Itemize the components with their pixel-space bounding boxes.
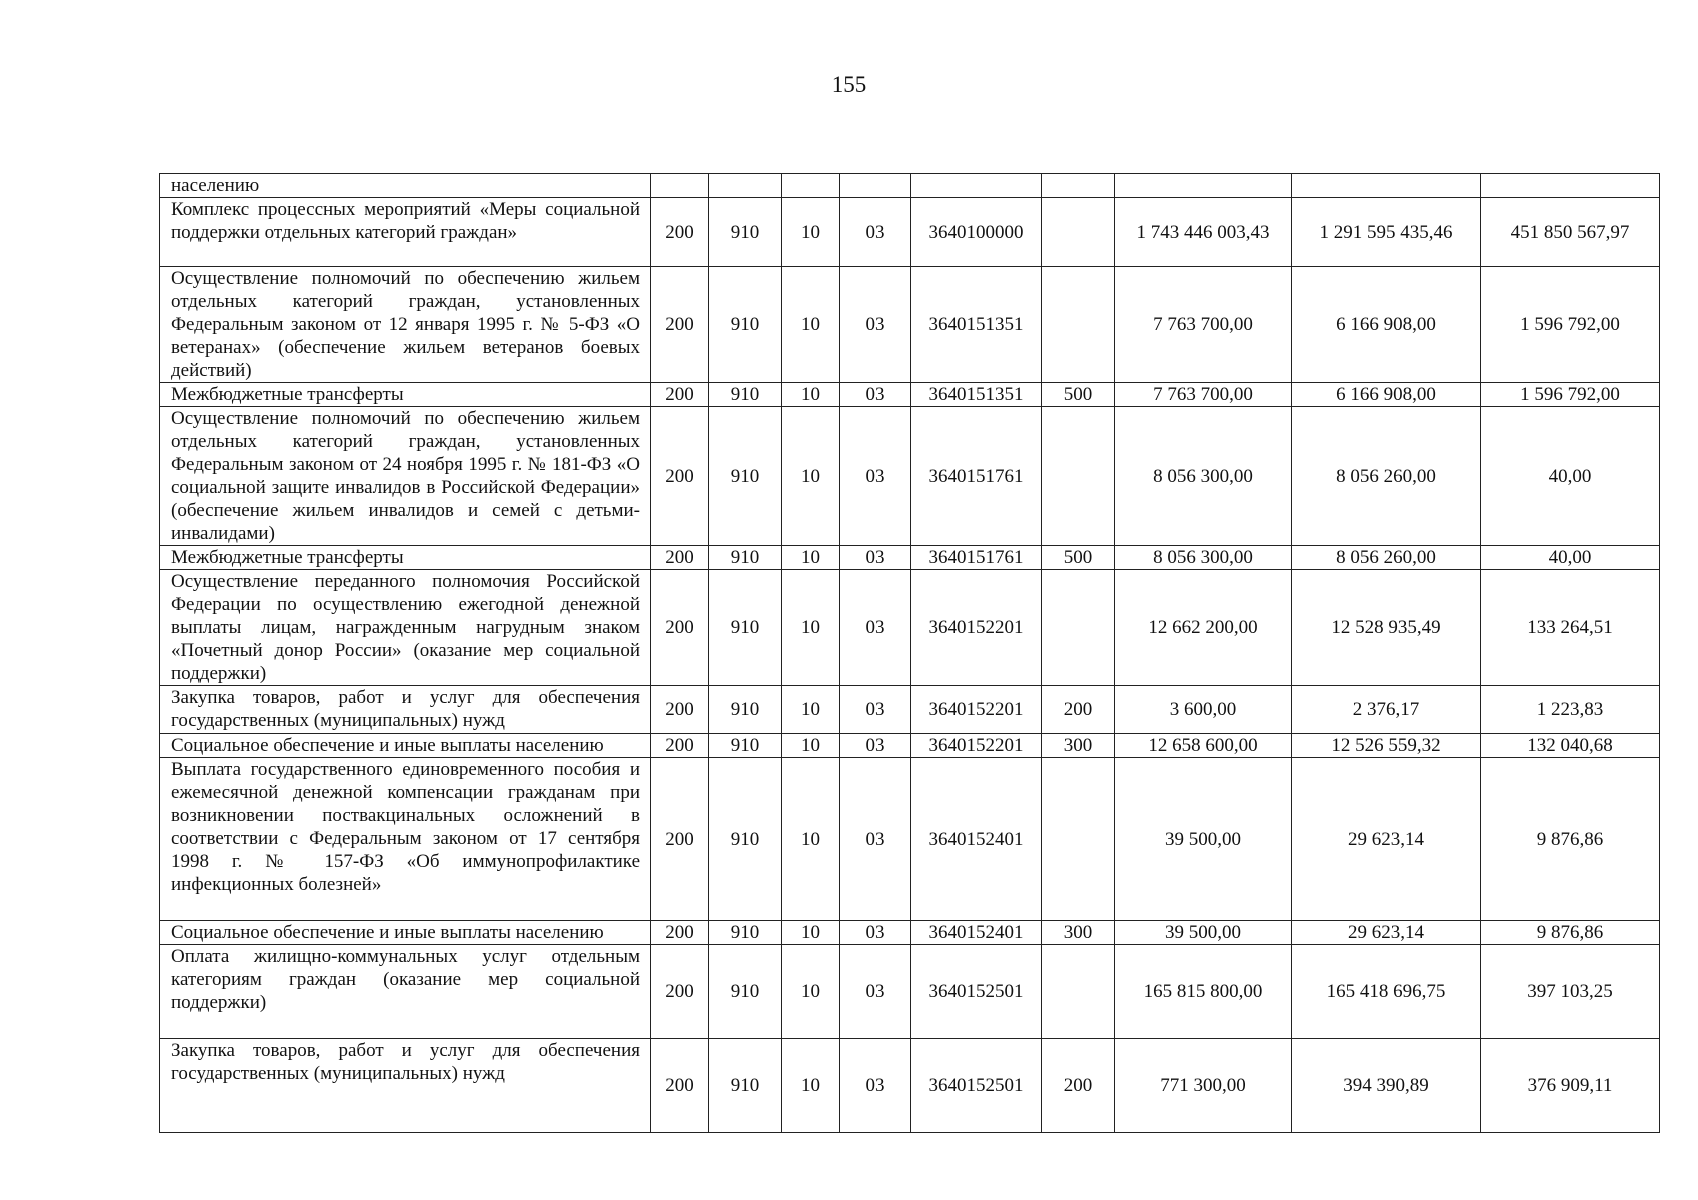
cell-code-5: 3640152501 [911, 945, 1042, 1039]
cell-value-2: 8 056 260,00 [1292, 546, 1481, 570]
row-name: Комплекс процессных мероприятий «Меры социальной поддержки отдельных категорий граждан» [160, 198, 651, 267]
cell-code-5: 3640151351 [911, 267, 1042, 383]
cell-value-3: 1 223,83 [1481, 686, 1660, 734]
cell-value-2: 2 376,17 [1292, 686, 1481, 734]
cell-code-1: 200 [651, 570, 709, 686]
cell-code-1: 200 [651, 945, 709, 1039]
cell-code-1: 200 [651, 734, 709, 758]
table-row [160, 570, 1660, 686]
cell-code-5: 3640151761 [911, 407, 1042, 546]
cell-value-2: 6 166 908,00 [1292, 383, 1481, 407]
table-row [160, 383, 1660, 407]
cell-value-3: 40,00 [1481, 546, 1660, 570]
cell-value-3: 40,00 [1481, 407, 1660, 546]
cell-code-2: 910 [709, 198, 782, 267]
cell-code-6: 300 [1042, 921, 1115, 945]
cell-code-3: 10 [782, 198, 840, 267]
page-number: 155 [831, 72, 867, 97]
table-row [160, 686, 1660, 734]
row-name: Оплата жилищно-коммунальных услуг отдельным категориям граждан (оказание мер социальной поддержки) [160, 945, 651, 1039]
row-name: Закупка товаров, работ и услуг для обеспечения государственных (муниципальных) нужд [160, 1039, 651, 1133]
cell-code-6 [1042, 174, 1115, 198]
cell-code-1: 200 [651, 686, 709, 734]
cell-code-3 [782, 174, 840, 198]
row-name: Межбюджетные трансферты [160, 383, 651, 407]
table-row [160, 267, 1660, 383]
cell-code-5: 3640100000 [911, 198, 1042, 267]
cell-code-2 [709, 174, 782, 198]
cell-code-2: 910 [709, 570, 782, 686]
cell-code-2: 910 [709, 945, 782, 1039]
cell-value-1: 8 056 300,00 [1115, 546, 1292, 570]
cell-value-2 [1292, 174, 1481, 198]
cell-value-3: 376 909,11 [1481, 1039, 1660, 1133]
cell-code-2: 910 [709, 686, 782, 734]
cell-code-6 [1042, 570, 1115, 686]
cell-code-4: 03 [840, 945, 911, 1039]
cell-code-2: 910 [709, 267, 782, 383]
cell-value-1: 12 658 600,00 [1115, 734, 1292, 758]
cell-code-4: 03 [840, 570, 911, 686]
cell-code-4: 03 [840, 758, 911, 921]
cell-value-3 [1481, 174, 1660, 198]
cell-code-4: 03 [840, 198, 911, 267]
cell-code-2: 910 [709, 546, 782, 570]
cell-code-4: 03 [840, 734, 911, 758]
cell-code-2: 910 [709, 921, 782, 945]
row-name: Выплата государственного единовременного пособия и ежемесячной денежной компенсации гражданам при возникновении поствакцинальных осложнений в соответствии с Федеральным законом от 17 сентября 1998 г. № 157-ФЗ «Об иммунопрофилактике инфекционных болезней» [160, 758, 651, 921]
cell-code-3: 10 [782, 1039, 840, 1133]
row-name: Закупка товаров, работ и услуг для обеспечения государственных (муниципальных) нужд [160, 686, 651, 734]
cell-value-2: 6 166 908,00 [1292, 267, 1481, 383]
row-name: Осуществление полномочий по обеспечению жильем отдельных категорий граждан, установленных Федеральным законом от 12 января 1995 г. № 5-ФЗ «О ветеранах» (обеспечение жильем ветеранов боевых действий) [160, 267, 651, 383]
cell-code-2: 910 [709, 1039, 782, 1133]
cell-value-1: 12 662 200,00 [1115, 570, 1292, 686]
cell-code-5 [911, 174, 1042, 198]
cell-value-1: 7 763 700,00 [1115, 267, 1292, 383]
cell-code-6: 300 [1042, 734, 1115, 758]
table-row [160, 1039, 1660, 1133]
cell-code-5: 3640152201 [911, 686, 1042, 734]
cell-code-5: 3640151351 [911, 383, 1042, 407]
cell-value-3: 9 876,86 [1481, 758, 1660, 921]
row-name: Осуществление полномочий по обеспечению жильем отдельных категорий граждан, установленных Федеральным законом от 24 ноября 1995 г. № 181-ФЗ «О социальной защите инвалидов в Российской Федерации» (обеспечение жильем инвалидов и семей с детьми-инвалидами) [160, 407, 651, 546]
cell-value-1: 3 600,00 [1115, 686, 1292, 734]
cell-code-6: 200 [1042, 686, 1115, 734]
row-name: Межбюджетные трансферты [160, 546, 651, 570]
cell-code-6: 500 [1042, 383, 1115, 407]
table-row [160, 546, 1660, 570]
cell-value-2: 12 528 935,49 [1292, 570, 1481, 686]
cell-code-6: 200 [1042, 1039, 1115, 1133]
cell-code-1: 200 [651, 546, 709, 570]
cell-code-3: 10 [782, 570, 840, 686]
cell-code-6 [1042, 945, 1115, 1039]
cell-code-1: 200 [651, 758, 709, 921]
table-row [160, 734, 1660, 758]
table-row [160, 407, 1660, 546]
cell-code-4: 03 [840, 921, 911, 945]
cell-code-4: 03 [840, 267, 911, 383]
cell-code-5: 3640152201 [911, 734, 1042, 758]
cell-code-3: 10 [782, 921, 840, 945]
cell-value-2: 29 623,14 [1292, 921, 1481, 945]
cell-code-2: 910 [709, 407, 782, 546]
row-name: Социальное обеспечение и иные выплаты населению [160, 921, 651, 945]
cell-code-3: 10 [782, 734, 840, 758]
cell-value-3: 397 103,25 [1481, 945, 1660, 1039]
cell-value-2: 12 526 559,32 [1292, 734, 1481, 758]
cell-code-5: 3640151761 [911, 546, 1042, 570]
table-row [160, 921, 1660, 945]
cell-code-6 [1042, 407, 1115, 546]
cell-code-6 [1042, 198, 1115, 267]
cell-value-1: 7 763 700,00 [1115, 383, 1292, 407]
row-name: Осуществление переданного полномочия Российской Федерации по осуществлению ежегодной денежной выплаты лицам, награжденным нагрудным знаком «Почетный донор России» (оказание мер социальной поддержки) [160, 570, 651, 686]
cell-value-1: 1 743 446 003,43 [1115, 198, 1292, 267]
cell-code-1: 200 [651, 921, 709, 945]
cell-code-3: 10 [782, 546, 840, 570]
row-name: населению [160, 174, 651, 198]
cell-code-2: 910 [709, 734, 782, 758]
cell-code-4 [840, 174, 911, 198]
cell-code-3: 10 [782, 758, 840, 921]
cell-code-1: 200 [651, 198, 709, 267]
cell-code-4: 03 [840, 1039, 911, 1133]
cell-value-1: 39 500,00 [1115, 758, 1292, 921]
cell-code-5: 3640152501 [911, 1039, 1042, 1133]
cell-value-2: 8 056 260,00 [1292, 407, 1481, 546]
cell-value-2: 1 291 595 435,46 [1292, 198, 1481, 267]
budget-table [159, 173, 1660, 1133]
table-row [160, 174, 1660, 198]
cell-value-3: 132 040,68 [1481, 734, 1660, 758]
cell-code-6 [1042, 267, 1115, 383]
cell-value-3: 451 850 567,97 [1481, 198, 1660, 267]
cell-code-2: 910 [709, 383, 782, 407]
cell-code-6: 500 [1042, 546, 1115, 570]
table-row [160, 198, 1660, 267]
cell-code-4: 03 [840, 686, 911, 734]
cell-code-3: 10 [782, 945, 840, 1039]
cell-code-5: 3640152401 [911, 758, 1042, 921]
cell-code-6 [1042, 758, 1115, 921]
cell-code-4: 03 [840, 546, 911, 570]
cell-value-3: 9 876,86 [1481, 921, 1660, 945]
cell-code-1: 200 [651, 383, 709, 407]
cell-value-3: 1 596 792,00 [1481, 383, 1660, 407]
cell-code-4: 03 [840, 383, 911, 407]
cell-value-1: 771 300,00 [1115, 1039, 1292, 1133]
cell-code-3: 10 [782, 383, 840, 407]
cell-code-5: 3640152401 [911, 921, 1042, 945]
cell-value-1: 8 056 300,00 [1115, 407, 1292, 546]
row-name: Социальное обеспечение и иные выплаты населению [160, 734, 651, 758]
cell-value-2: 165 418 696,75 [1292, 945, 1481, 1039]
cell-value-3: 133 264,51 [1481, 570, 1660, 686]
cell-value-2: 29 623,14 [1292, 758, 1481, 921]
table-row [160, 945, 1660, 1039]
cell-code-1: 200 [651, 1039, 709, 1133]
cell-code-4: 03 [840, 407, 911, 546]
cell-value-2: 394 390,89 [1292, 1039, 1481, 1133]
cell-code-3: 10 [782, 267, 840, 383]
cell-code-5: 3640152201 [911, 570, 1042, 686]
cell-value-3: 1 596 792,00 [1481, 267, 1660, 383]
cell-code-1: 200 [651, 407, 709, 546]
cell-code-3: 10 [782, 407, 840, 546]
table-row [160, 758, 1660, 921]
cell-value-1: 39 500,00 [1115, 921, 1292, 945]
cell-code-3: 10 [782, 686, 840, 734]
cell-code-2: 910 [709, 758, 782, 921]
cell-code-1 [651, 174, 709, 198]
cell-code-1: 200 [651, 267, 709, 383]
cell-value-1 [1115, 174, 1292, 198]
cell-value-1: 165 815 800,00 [1115, 945, 1292, 1039]
